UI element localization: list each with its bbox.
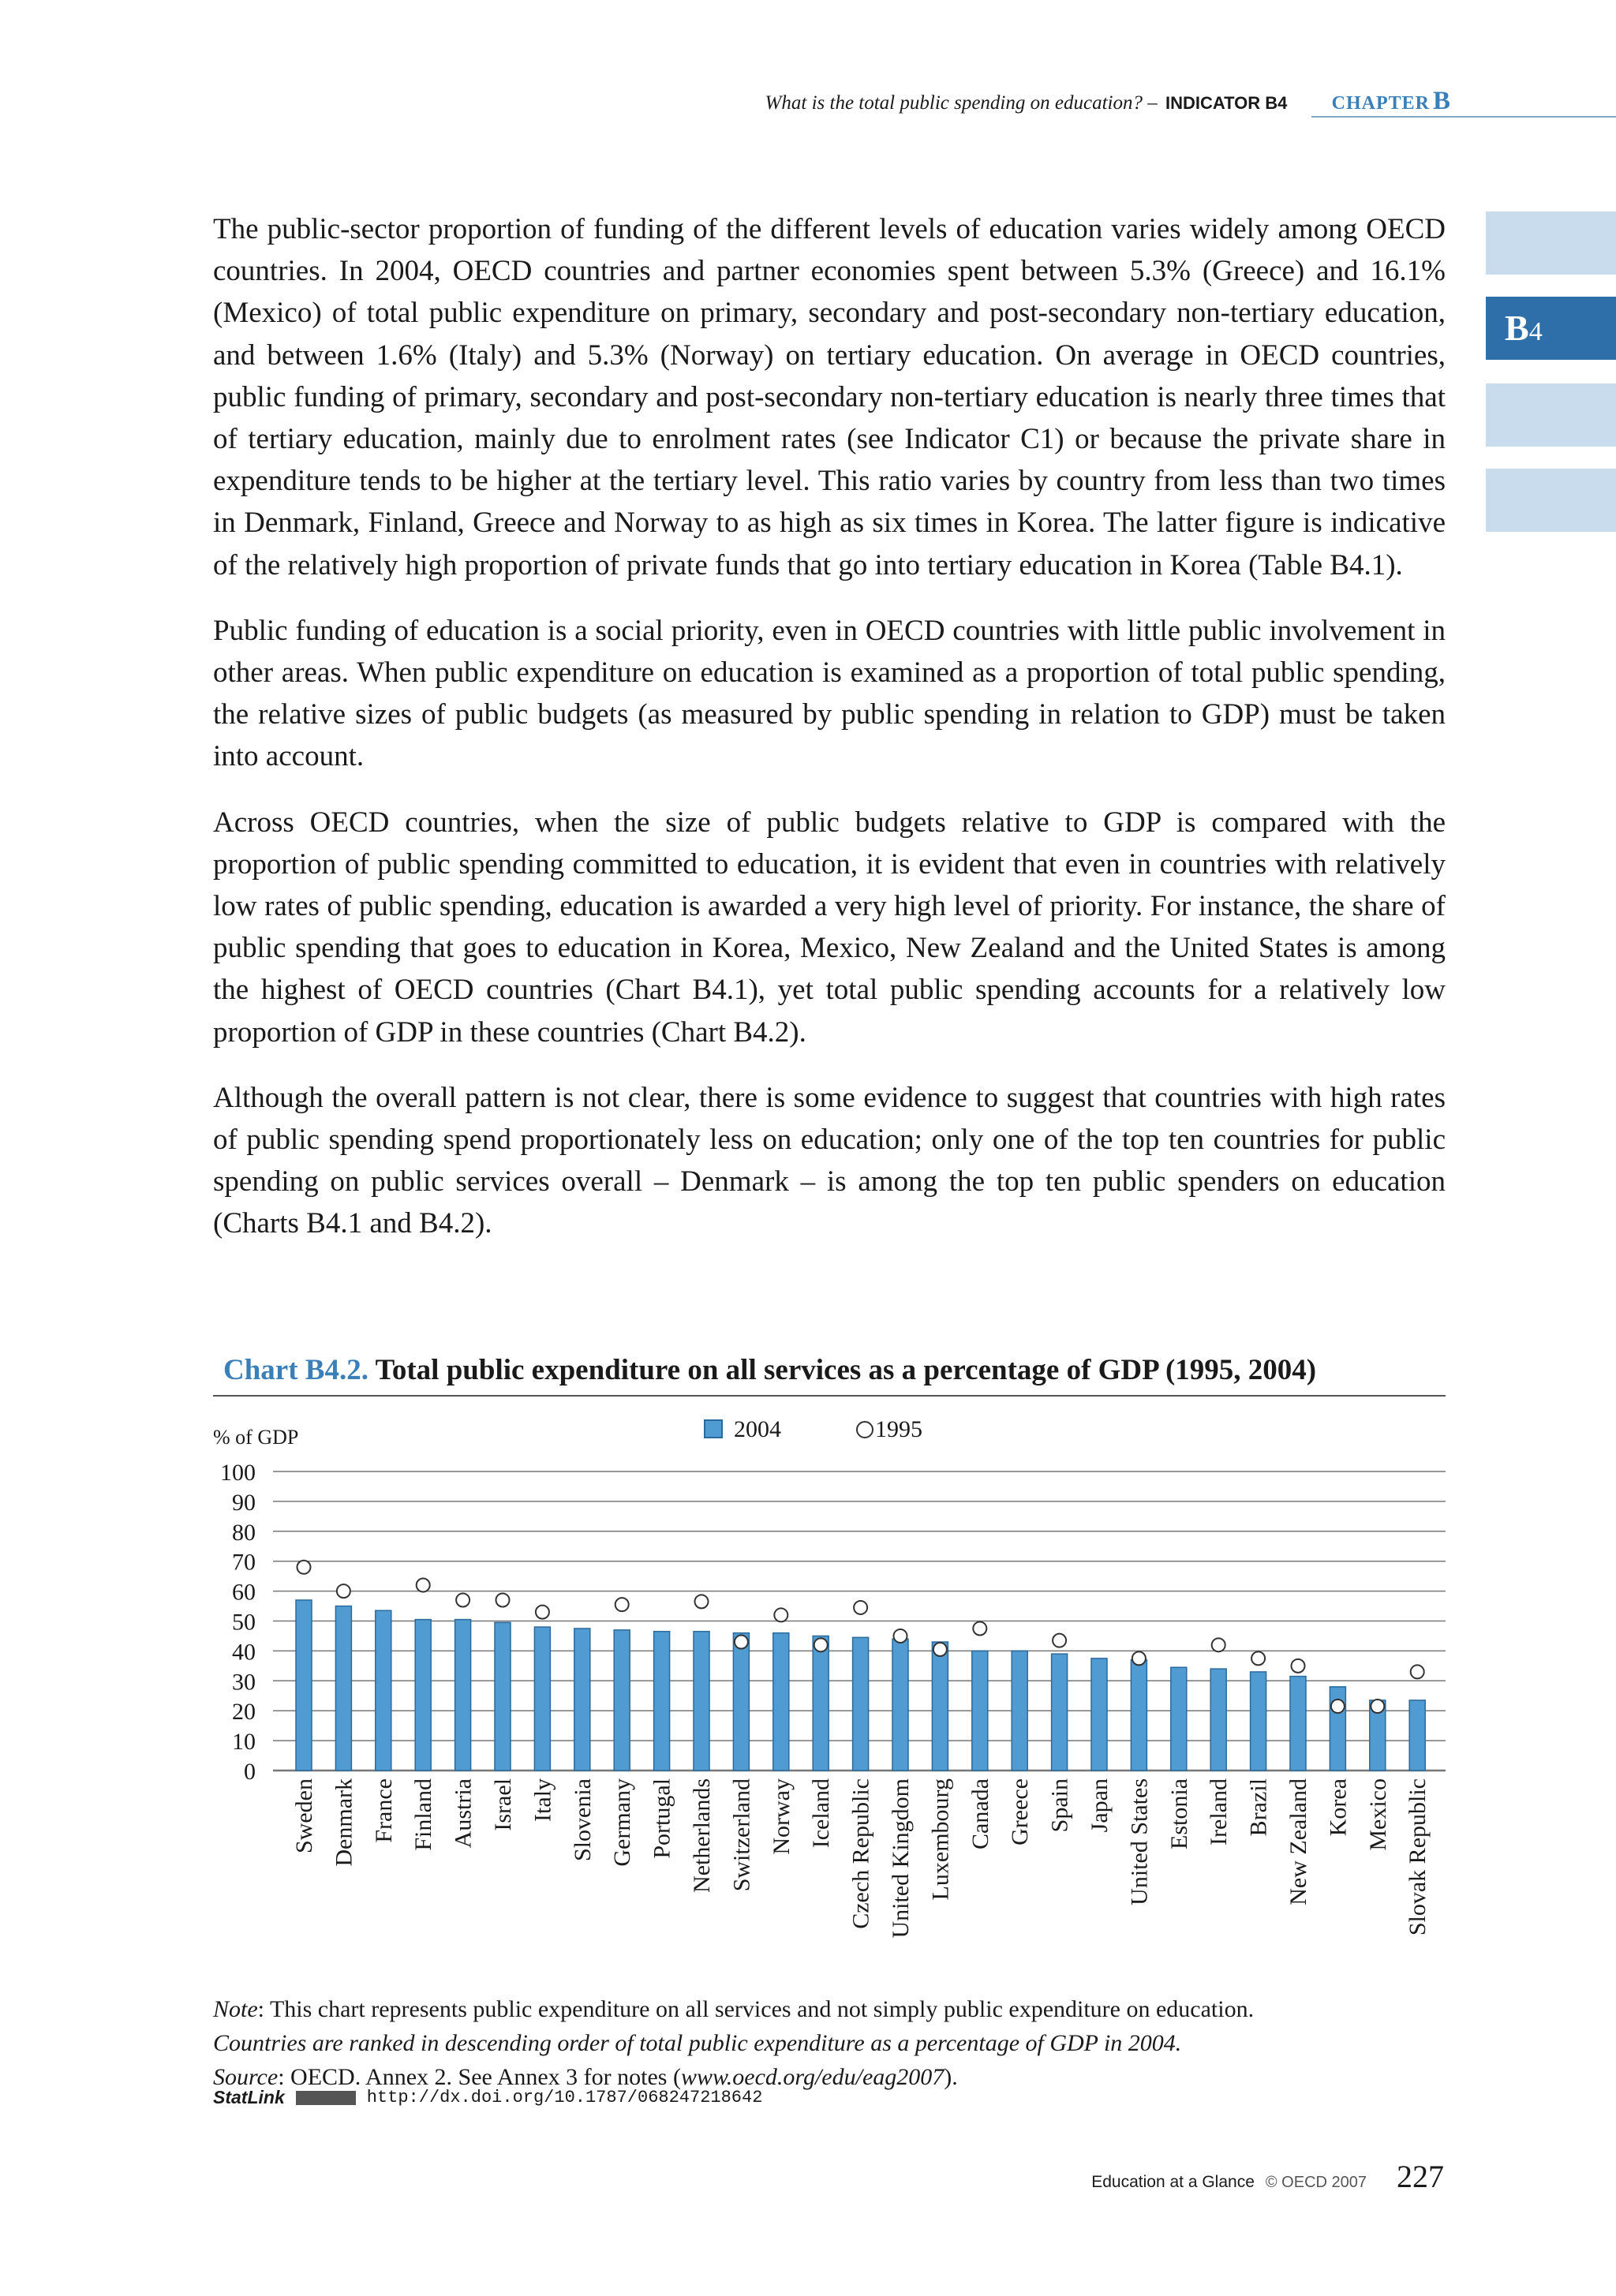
- y-tick-label: 30: [232, 1669, 256, 1696]
- statlink-logo-icon: [296, 2091, 356, 2105]
- marker-1995: [1251, 1651, 1265, 1665]
- x-tick-label: Greece: [1007, 1778, 1034, 1845]
- marker-1995: [456, 1593, 469, 1606]
- source-text: : OECD. Annex 2. See Annex 3 for notes (: [278, 2064, 681, 2090]
- y-tick-label: 60: [232, 1579, 256, 1606]
- bar: [1251, 1672, 1266, 1771]
- marker-1995: [973, 1621, 986, 1635]
- marker-1995: [1411, 1665, 1424, 1678]
- marker-1995: [695, 1595, 709, 1608]
- bar: [853, 1637, 869, 1771]
- x-tick-label: Sweden: [291, 1778, 317, 1853]
- bar: [534, 1627, 550, 1771]
- x-tick-label: Slovak Republic: [1405, 1778, 1431, 1936]
- bar: [1091, 1658, 1107, 1771]
- statlink-url[interactable]: http://dx.doi.org/10.1787/068247218642: [366, 2088, 763, 2107]
- bar: [1052, 1654, 1068, 1771]
- bar: [495, 1622, 511, 1771]
- x-tick-label: Estonia: [1165, 1778, 1192, 1849]
- side-tab-letter: B: [1505, 308, 1529, 348]
- bar: [1409, 1700, 1425, 1771]
- marker-1995: [854, 1601, 867, 1614]
- paragraph-3: Across OECD countries, when the size of public budgets relative to GDP is compared with the proportion of public spending committed to education, it is evident that even in countries with relatively low rates of public spending, education is awarded a very high level of priority. For instance, the share of public spending that goes to education in Korea, Mexico, New Zealand and the United States is among the highest of OECD countries (Chart B4.1), yet total public spending accounts for a relatively low proportion of GDP in these countries (Chart B4.2).: [213, 806, 1446, 1049]
- x-tick-label: Israel: [490, 1778, 516, 1831]
- x-tick-label: Czech Republic: [847, 1778, 874, 1929]
- bar: [694, 1632, 709, 1771]
- y-tick-label: 80: [232, 1519, 256, 1546]
- y-axis-label: % of GDP: [213, 1426, 299, 1449]
- ranking-note: Countries are ranked in descending order of total public expenditure as a percentage of GDP in 2004.: [213, 2030, 1182, 2056]
- marker-1995: [1331, 1700, 1345, 1713]
- marker-1995: [1292, 1659, 1305, 1673]
- statlink: [213, 2087, 762, 2108]
- marker-1995: [1371, 1700, 1384, 1713]
- note-label: Note: [213, 1996, 258, 2022]
- x-tick-label: Germany: [609, 1778, 636, 1867]
- marker-1995: [1132, 1651, 1146, 1665]
- bar: [773, 1633, 789, 1771]
- page-number: 227: [1397, 2159, 1444, 2194]
- bar: [455, 1620, 471, 1771]
- footer-publication: Education at a Glance: [1091, 2173, 1255, 2191]
- side-tab-number: 4: [1528, 317, 1543, 346]
- header-indicator: INDICATOR B4: [1165, 93, 1288, 113]
- marker-1995: [894, 1629, 907, 1643]
- bar: [892, 1639, 908, 1771]
- x-tick-label: Switzerland: [728, 1778, 755, 1892]
- bar: [972, 1651, 988, 1771]
- bar: [1290, 1677, 1306, 1771]
- y-tick-label: 50: [232, 1609, 256, 1636]
- y-tick-label: 90: [232, 1489, 256, 1516]
- marker-1995: [297, 1561, 311, 1574]
- note-line: [213, 1992, 1476, 2026]
- x-tick-label: Netherlands: [689, 1778, 715, 1893]
- x-tick-label: Slovenia: [569, 1778, 596, 1861]
- x-tick-label: Brazil: [1245, 1778, 1272, 1837]
- marker-1995: [1053, 1634, 1066, 1647]
- statlink-label: StatLink: [213, 2087, 285, 2107]
- legend-marker-label: 1995: [875, 1416, 922, 1442]
- header-question: What is the total public spending on education?: [765, 92, 1143, 114]
- x-tick-label: Austria: [450, 1778, 477, 1849]
- bar: [415, 1620, 431, 1771]
- marker-1995: [774, 1608, 787, 1621]
- x-tick-label: Denmark: [331, 1778, 357, 1867]
- y-tick-label: 40: [232, 1639, 256, 1666]
- marker-1995: [615, 1598, 629, 1611]
- y-tick-label: 10: [232, 1729, 256, 1756]
- x-tick-label: United States: [1126, 1778, 1153, 1905]
- paragraph-1: The public-sector proportion of funding of the different levels of education varies widely among OECD countries. In 2004, OECD countries and partner economies spent between 5.3% (Greece) and 16.1% (Mexico) of total public expenditure on primary, secondary and post-secondary non-tertiary education, and between 1.6% (Italy) and 5.3% (Norway) on tertiary education. On average in OECD countries, public funding of primary, secondary and post-secondary non-tertiary education is nearly three times that of tertiary education, mainly due to enrolment rates (see Indicator C1) or because the private share in expenditure tends to be higher at the tertiary level. This ratio varies by country from less than two times in Denmark, Finland, Greece and Norway to as high as six times in Korea. The latter figure is indicative of the relatively high proportion of private funds that go into tertiary education in Korea (Table B4.1).: [213, 213, 1446, 581]
- x-tick-label: Spain: [1046, 1778, 1073, 1833]
- bar: [813, 1636, 829, 1771]
- x-tick-labels: [291, 1778, 1431, 1939]
- header-chapter-letter: B: [1432, 87, 1450, 115]
- paragraph-2: Public funding of education is a social priority, even in OECD countries with little public involvement in other areas. When public expenditure on education is examined as a proportion of total public spending, the relative sizes of public budgets (as measured by public spending in relation to GDP) must be taken into account.: [213, 614, 1446, 773]
- legend-bar-swatch: [705, 1420, 722, 1438]
- header-dash: –: [1147, 92, 1158, 114]
- x-tick-label: New Zealand: [1285, 1778, 1311, 1905]
- bars: [296, 1600, 1425, 1771]
- chart-label: Chart B4.2.: [223, 1354, 368, 1386]
- x-tick-label: Canada: [967, 1778, 993, 1849]
- marker-1995: [814, 1638, 828, 1651]
- marker-1995: [417, 1579, 430, 1592]
- bar: [733, 1633, 749, 1771]
- bar: [1171, 1667, 1187, 1771]
- x-tick-label: Italy: [529, 1778, 556, 1822]
- legend-bar-label: 2004: [734, 1416, 781, 1442]
- header-chapter-label: CHAPTER: [1331, 93, 1430, 114]
- source-label: Source: [213, 2064, 279, 2090]
- bar: [376, 1610, 391, 1771]
- bar: [296, 1600, 312, 1771]
- marker-1995: [496, 1593, 510, 1606]
- x-tick-label: Luxembourg: [927, 1778, 954, 1901]
- y-tick-label: 0: [244, 1759, 256, 1785]
- footer-copyright: © OECD 2007: [1265, 2174, 1367, 2191]
- bar: [932, 1642, 948, 1771]
- x-tick-label: Japan: [1087, 1778, 1113, 1833]
- y-tick-label: 100: [220, 1460, 256, 1486]
- marker-1995: [337, 1584, 350, 1598]
- x-tick-label: Norway: [768, 1778, 795, 1855]
- source-end: ).: [944, 2064, 958, 2090]
- y-tick-label: 70: [232, 1549, 256, 1576]
- x-tick-label: Korea: [1325, 1778, 1352, 1837]
- x-tick-label: Portugal: [649, 1778, 675, 1859]
- bar: [614, 1630, 630, 1771]
- y-tick-label: 20: [232, 1699, 256, 1726]
- bar: [654, 1632, 670, 1771]
- bar: [335, 1606, 351, 1771]
- x-tick-label: Iceland: [808, 1778, 835, 1849]
- paragraph-4: Although the overall pattern is not clear, there is some evidence to suggest that countries with high rates of public spending spend proportionately less on education; only one of the top ten countries for public spending on public services overall – Denmark – is among the top ten public spenders on education (Charts B4.1 and B4.2).: [213, 1081, 1446, 1240]
- bar: [1210, 1669, 1226, 1771]
- bar: [1012, 1651, 1027, 1771]
- marker-1995: [735, 1636, 748, 1649]
- bar: [574, 1629, 590, 1771]
- x-tick-label: France: [370, 1778, 397, 1843]
- x-tick-label: Ireland: [1206, 1778, 1233, 1845]
- legend-marker-swatch: [857, 1422, 873, 1438]
- source-url[interactable]: www.oecd.org/edu/eag2007: [680, 2064, 945, 2090]
- chart-title-text: Total public expenditure on all services as a percentage of GDP (1995, 2004): [375, 1354, 1317, 1386]
- y-tick-labels: [220, 1460, 256, 1785]
- x-tick-label: Mexico: [1364, 1778, 1391, 1851]
- legend: [705, 1416, 922, 1442]
- chart-notes: [213, 1992, 1476, 2094]
- page-footer: [1091, 2158, 1444, 2195]
- x-tick-label: United Kingdom: [888, 1778, 914, 1939]
- marker-1995: [933, 1643, 947, 1656]
- x-tick-label: Finland: [410, 1778, 437, 1851]
- marker-1995: [1212, 1638, 1225, 1651]
- bar: [1131, 1660, 1147, 1771]
- marker-1995: [536, 1606, 549, 1619]
- note-text: : This chart represents public expenditure on all services and not simply public expenditure on education.: [257, 1996, 1255, 2022]
